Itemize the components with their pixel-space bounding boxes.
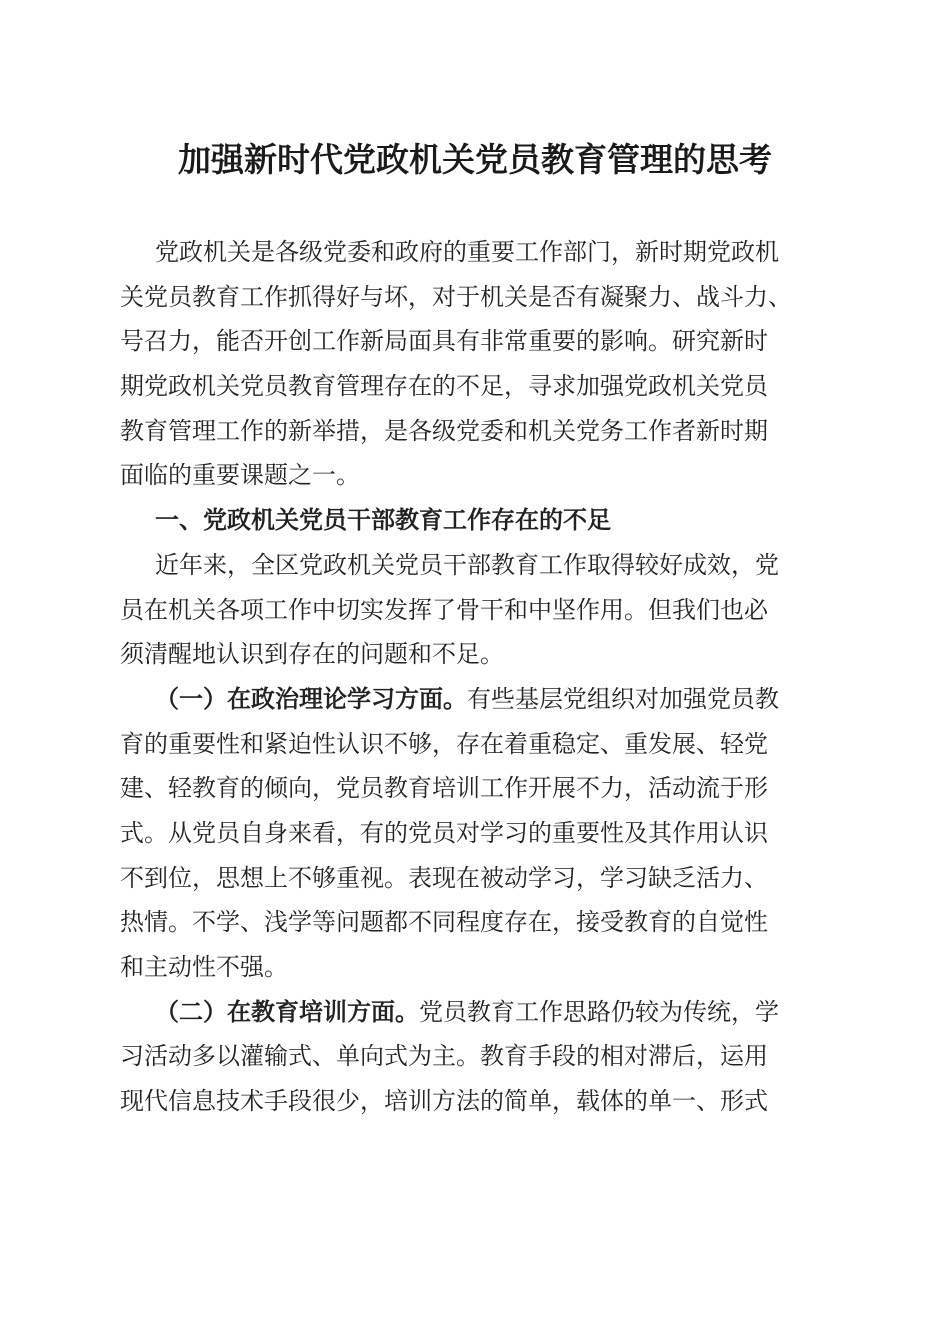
intro-line: 党政机关是各级党委和政府的重要工作部门，新时期党政机 (155, 238, 779, 266)
intro-line: 面临的重要课题之一。 (120, 461, 360, 490)
sub2-lead: （二）在教育培训方面。 (155, 996, 419, 1026)
sub2-line: 习活动多以灌输式、单向式为主。教育手段的相对滞后，运用 (120, 1042, 768, 1071)
sub1-first-line-rest: 有些基层党组织对加强党员教 (467, 684, 779, 713)
intro-line: 期党政机关党员教育管理存在的不足，寻求加强党政机关党员 (120, 372, 768, 401)
sub1-line: 和主动性不强。 (120, 953, 288, 981)
intro-line: 号召力，能否开创工作新局面具有非常重要的影响。研究新时 (120, 327, 768, 356)
sub1-first-line (120, 677, 832, 722)
sub1-line: 育的重要性和紧迫性认识不够，存在着重稳定、重发展、轻党 (120, 729, 768, 758)
sub1-line: 式。从党员自身来看，有的党员对学习的重要性及其作用认识 (120, 818, 768, 847)
document-title: 加强新时代党政机关党员教育管理的思考 (178, 140, 772, 179)
sub1-lead: （一）在政治理论学习方面。 (155, 683, 467, 713)
intro-line: 教育管理工作的新举措，是各级党委和机关党务工作者新时期 (120, 416, 768, 445)
section1-line: 须清醒地认识到存在的问题和不足。 (120, 640, 504, 669)
sub1-line: 不到位，思想上不够重视。表现在被动学习，学习缺乏活力、 (120, 863, 768, 892)
sub2-first-line-rest: 党员教育工作思路仍较为传统，学 (419, 997, 779, 1026)
sub2-first-line (120, 990, 832, 1035)
document-body (120, 230, 832, 1124)
sub1-line: 热情。不学、浅学等问题都不同程度存在，接受教育的自觉性 (120, 908, 768, 937)
sub2-line: 现代信息技术手段很少，培训方法的简单，载体的单一、形式 (120, 1087, 768, 1116)
sub1-line: 建、轻教育的倾向，党员教育培训工作开展不力，活动流于形 (120, 774, 768, 803)
section1-line: 员在机关各项工作中切实发挥了骨干和中坚作用。但我们也必 (120, 595, 768, 624)
intro-line: 关党员教育工作抓得好与坏，对于机关是否有凝聚力、战斗力、 (120, 282, 792, 311)
section1-line: 近年来，全区党政机关党员干部教育工作取得较好成效，党 (155, 550, 779, 579)
section-heading: 一、党政机关党员干部教育工作存在的不足 (155, 506, 611, 535)
